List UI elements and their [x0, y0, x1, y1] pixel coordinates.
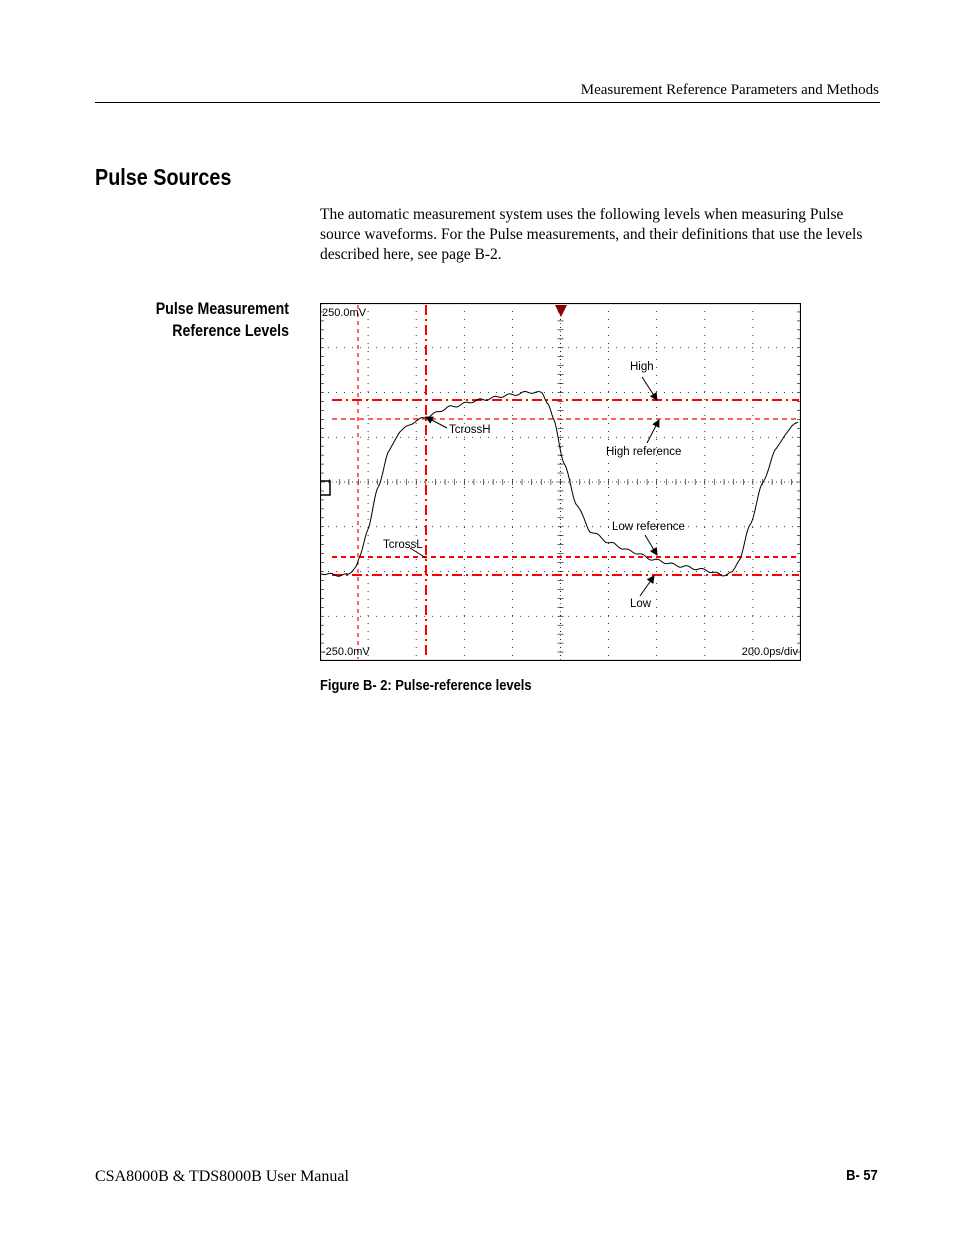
body-paragraph: The automatic measurement system uses the following levels when measuring Pulse source waveforms. For the Pulse measurements, and their definitions that use the levels described here, see page B-2. — [320, 206, 863, 263]
label-high: High — [630, 361, 654, 373]
top-scale-readout: 250.0mV — [322, 307, 367, 319]
running-head: Measurement Reference Parameters and Methods — [580, 82, 879, 98]
section-title: Pulse Sources — [95, 164, 232, 190]
timebase-readout: 200.0ps/div — [741, 646, 798, 658]
header-rule — [95, 102, 880, 103]
label-low: Low — [630, 598, 652, 610]
figure-caption: Figure B- 2: Pulse-reference levels — [320, 677, 532, 694]
page-number: B- 57 — [846, 1167, 878, 1184]
side-heading-line2: Reference Levels — [172, 322, 289, 340]
label-tcrossl: TcrossL — [383, 539, 423, 551]
label-tcrossh: TcrossH — [449, 424, 491, 436]
bottom-scale-readout: -250.0mV — [322, 646, 370, 658]
footer-manual-title: CSA8000B & TDS8000B User Manual — [95, 1168, 349, 1185]
side-heading-line1: Pulse Measurement — [155, 300, 289, 318]
oscilloscope-figure — [320, 303, 801, 661]
side-heading — [95, 298, 289, 342]
oscilloscope-screen — [320, 303, 801, 661]
label-low-reference: Low reference — [612, 521, 685, 533]
label-high-reference: High reference — [606, 446, 682, 458]
